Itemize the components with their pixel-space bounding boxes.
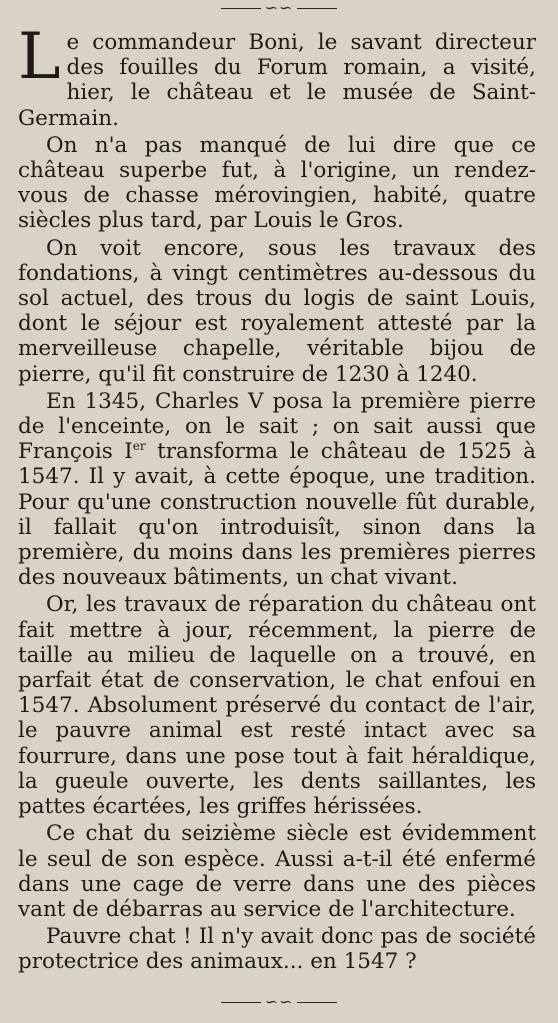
superscript-er: er (132, 439, 146, 454)
top-ornament: ∽∽ (0, 2, 558, 14)
paragraph-5: Or, les travaux de réparation du château ont fait mettre à jour, récemment, la pierre de taille au milieu de laquelle on a trouvé, en parfait état de conservation, le chat enfoui en 1547. Absolument préservé du contact de l'air, le pauvre animal est resté intact avec sa fourrure, dans une pose tout à fait héraldique, la gueule ouverte, les dents saillantes, les pattes écartées, les griffes hérissées. (18, 592, 536, 820)
paragraph-4-text-a: En 1345, Charles V posa la première pierre de l'enceinte, on le sait ; on sait aussi que François I (18, 388, 536, 465)
paragraph-4 (18, 389, 536, 591)
paragraph-6: Ce chat du seizième siècle est évidemment le seul de son espèce. Aussi a-t-il été enfermé dans une cage de verre dans une des pièces vant de débarras au service de l'architecture. (18, 821, 536, 922)
bottom-ornament: ∽∽ (0, 996, 558, 1008)
ornament-rule-left (221, 8, 261, 9)
paragraph-3: On voit encore, sous les travaux des fondations, à vingt centimètres au-dessous du sol actuel, des trous du logis de saint Louis, dont le séjour est royalement attesté par la merveilleuse chapelle, véritable bijou de pierre, qu'il fit construire de 1230 à 1240. (18, 235, 536, 387)
paragraph-2: On n'a pas manqué de lui dire que ce château superbe fut, à l'origine, un rendez-vous de chasse mérovingien, habité, quatre siècles plus tard, par Louis le Gros. (18, 132, 536, 234)
ornament-rule-right (297, 8, 337, 9)
ornament-rule-left-bottom (221, 1002, 261, 1003)
paragraph-1 (18, 20, 536, 131)
paragraph-7: Pauvre chat ! Il n'y avait donc pas de société protectrice des animaux... en 1547 ? (18, 924, 536, 975)
ornament-rule-right-bottom (297, 1002, 337, 1003)
article-body (18, 20, 536, 977)
drop-cap: L (18, 20, 61, 94)
paragraph-1-text: e commandeur Boni, le savant directeur des fouilles du Forum romain, a visité, hier, le château et le musée de Saint-Germain. (18, 30, 536, 131)
paragraph-4-text-b: transforma le château de 1525 à 1547. Il y avait, à cette époque, une tradition. Pour qu'une construction nouvelle fût durable, il fallait qu'on introduisît, sinon dans la première, du moins dans les premières pierres des nouveaux bâtiments, un chat vivant. (18, 439, 536, 591)
